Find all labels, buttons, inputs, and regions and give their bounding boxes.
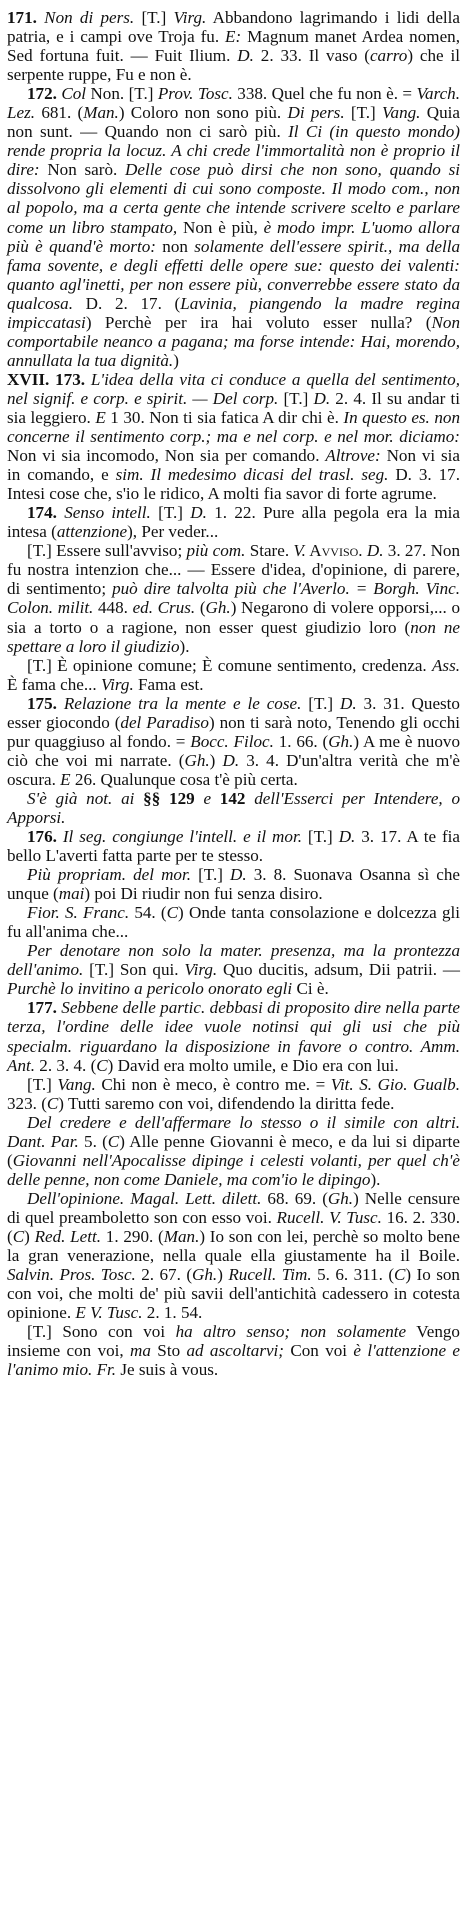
text-segment: Ass.: [431, 655, 460, 675]
dictionary-paragraph: [7, 1113, 460, 1189]
dictionary-paragraph: [7, 84, 460, 370]
text-segment: Avviso.: [305, 541, 367, 561]
text-segment: mai: [58, 884, 85, 904]
text-segment: Sto: [150, 1341, 187, 1361]
text-segment: 142: [211, 788, 255, 808]
text-segment: Stare.: [245, 541, 294, 561]
text-segment: Quo ducitis, adsum, Dii patrii. —: [217, 960, 460, 980]
text-segment: Non. [T.]: [86, 84, 158, 104]
dictionary-paragraph: [7, 1322, 460, 1379]
text-segment: Sebbene delle partic. debbasi di proposito dire nella parte terza, l'ordine delle idee vuole notinsi qui gli usi che più specialm. riguardano la disposizione in favore o contro. Amm. Ant.: [7, 998, 461, 1075]
text-segment: Varch. Lez.: [7, 84, 461, 123]
text-segment: Ci è.: [292, 979, 329, 999]
text-segment: 16. 2. 330. (: [7, 1207, 460, 1246]
text-segment: ) Negarono di volere opporsi,... o sia a torto o a ragione, non esser quest giudizio loro (: [7, 598, 461, 637]
text-segment: Salvin. Pros. Tosc.: [7, 1265, 136, 1285]
text-segment: Con voi: [284, 1341, 354, 1361]
text-segment: 2. 67. (: [135, 1265, 193, 1285]
text-segment: ) non ti sarà noto, Tenendo gli occhi pur quaggiuso al fondo. =: [7, 712, 461, 751]
text-segment: Giovanni nell'Apocalisse dipinge i celesti volanti, per quel ch'è delle penne, non come Daniele, ma com'io le dipingo: [7, 1150, 460, 1189]
text-segment: Vit. S. Gio. Gualb.: [330, 1074, 461, 1094]
text-segment: L'idea della vita ci conduce a quella del sentimento, nel signif. e corp. e spirit. — Del corp.: [7, 369, 460, 408]
text-segment: 54. (: [129, 903, 167, 923]
text-segment: ) A me è nuovo ciò che voi mi narrate. (: [7, 731, 460, 770]
text-segment: [T.]: [191, 865, 230, 885]
text-segment: [T.] È opinione comune; È comune sentimento, credenza.: [27, 655, 432, 675]
text-segment: [T.]: [134, 8, 174, 27]
text-segment: Man.: [163, 1227, 200, 1246]
text-segment: 3. 31. Questo esser giocondo (: [7, 693, 460, 732]
text-segment: Magnum manet Ardea nomen, Sed fortuna fuit. — Fuit Ilium.: [7, 27, 460, 66]
text-segment: Bocc. Filoc.: [190, 731, 274, 751]
text-segment: 176.: [27, 827, 63, 847]
text-segment: 448.: [93, 598, 133, 618]
text-segment: ) che il serpente ruppe, Fu e non è.: [7, 46, 460, 85]
text-segment: D.: [190, 503, 207, 523]
dictionary-paragraph: [7, 1075, 460, 1113]
text-segment: ha altro senso; non solamente: [175, 1322, 407, 1342]
text-segment: Quia non sunt. — Quando non ci sarò più.: [7, 103, 460, 142]
text-segment: C: [107, 1131, 120, 1151]
text-segment: Relazione tra la mente e le cose.: [63, 693, 302, 713]
dictionary-paragraph: [7, 8, 460, 84]
text-segment: Gh.: [328, 731, 354, 751]
text-segment: Virg.: [184, 960, 218, 980]
text-segment: C: [46, 1093, 59, 1113]
text-segment: Il seg. congiunge l'intell. e il mor.: [62, 827, 302, 847]
text-segment: D.: [338, 827, 356, 847]
text-segment: ) Io son con lei, perchè so molto bene la gran venerazione, nella quale ella giustamente ha il Boile.: [7, 1227, 460, 1266]
text-segment: ma: [130, 1341, 151, 1361]
text-segment: [T.] Son qui.: [83, 960, 185, 980]
text-segment: C: [394, 1265, 406, 1285]
text-segment: Altrove:: [325, 446, 381, 466]
text-segment: Non è più,: [177, 217, 264, 237]
text-segment: ): [173, 350, 179, 370]
text-segment: E: [60, 769, 71, 789]
text-segment: 338. Quel che fu non è. =: [232, 84, 417, 104]
text-segment: solamente dell'essere spirit., ma della fama sovente, e degli effetti delle opere sue: questo dei valenti: quanto agl'inetti, per non essere più, converrebbe essere stato da qualcosa.: [7, 236, 460, 313]
text-segment: [T.]: [301, 693, 340, 713]
text-segment: ) Perchè per ira hai voluto esser nulla? (: [85, 312, 432, 332]
text-segment: D.: [340, 693, 357, 713]
text-segment: C: [12, 1227, 25, 1246]
text-segment: In questo es. non concerne il sentimento corp.; ma e nel corp. e nel mor. diciamo:: [7, 407, 460, 447]
dictionary-paragraph: [7, 694, 460, 789]
text-segment: 175.: [27, 693, 64, 713]
text-segment: Chi non è meco, è contro me. =: [95, 1074, 331, 1094]
text-segment: 1 30. Non ti sia fatica A dir chi è.: [105, 407, 344, 427]
text-segment: Man.: [83, 103, 119, 123]
text-segment: [T.]: [301, 827, 339, 847]
text-segment: [T.] Essere sull'avviso;: [27, 541, 187, 561]
dictionary-paragraph: [7, 503, 460, 541]
text-segment: 1. 290. (: [101, 1227, 164, 1246]
dictionary-paragraph: [7, 1189, 460, 1322]
dictionary-paragraph: [7, 370, 460, 503]
text-segment: XVII. 173.: [7, 369, 91, 389]
text-segment: Non comportabile neanco a pagana; ma forse intende: Hai, morendo, annullata la tua dignità.: [7, 312, 460, 370]
text-segment: ) Onde tanta consolazione e dolcezza gli fu all'anima che...: [7, 903, 461, 942]
text-segment: Non vi sia in comando, e: [7, 446, 460, 485]
text-segment: Per denotare non solo la mater. presenza, ma la prontezza dell'animo.: [7, 941, 460, 980]
text-segment: Non di pers.: [44, 8, 135, 27]
text-segment: D.: [313, 388, 331, 408]
text-segment: può dire talvolta più che l'Averlo. = Borgh. Vinc. Colon. milit.: [7, 579, 460, 618]
text-segment: ) Nelle censure di quel preamboletto son con esso voi.: [7, 1188, 461, 1227]
text-segment: Je suis à vous.: [116, 1360, 219, 1380]
text-segment: non ne spettare a loro il giudizio: [7, 617, 460, 656]
dictionary-paragraph: [7, 941, 460, 998]
dictionary-paragraph: [7, 656, 460, 694]
text-segment: 171.: [7, 8, 45, 27]
text-segment: D.: [222, 750, 240, 770]
text-segment: carro: [369, 46, 408, 66]
text-segment: ) Alle penne Giovanni è meco, e da lui si diparte (: [7, 1131, 460, 1170]
text-segment: §§ 129: [134, 788, 204, 808]
dictionary-paragraph: [7, 789, 460, 827]
text-segment: e: [203, 788, 212, 808]
text-segment: È fama che...: [7, 674, 101, 694]
text-segment: C: [166, 903, 179, 923]
text-segment: 172.: [27, 84, 62, 104]
text-segment: 68. 69. (: [261, 1188, 328, 1208]
text-segment: Vengo insieme con voi,: [7, 1322, 460, 1361]
text-segment: D.: [366, 541, 384, 561]
text-segment: Lavinia, piangendo la madre regina impiccatasi: [7, 293, 460, 332]
text-segment: Rucell. V. Tusc.: [276, 1207, 382, 1227]
text-segment: 1. 22. Pure alla pegola era la mia intesa (: [7, 503, 461, 542]
text-segment: Del credere e dell'affermare lo stesso o il simile con altri. Dant. Par.: [7, 1112, 460, 1151]
text-segment: E V. Tusc.: [75, 1303, 143, 1323]
text-segment: (: [195, 598, 206, 618]
text-segment: 5. 6. 311. (: [311, 1265, 395, 1285]
text-segment: 2. 33. Il vaso (: [253, 46, 370, 66]
text-segment: sim. Il medesimo dicasi del trasl. seg.: [115, 465, 389, 485]
text-segment: Fior. S. Franc.: [27, 903, 130, 923]
text-segment: ) Coloro non sono più.: [118, 103, 288, 123]
text-segment: ).: [370, 1169, 381, 1189]
text-segment: Di pers.: [287, 103, 345, 123]
text-segment: 323. (: [7, 1093, 47, 1113]
text-segment: Virg.: [173, 8, 207, 27]
text-segment: [T.]: [150, 503, 191, 523]
text-segment: ): [24, 1227, 35, 1246]
text-segment: [T.]: [344, 103, 382, 123]
text-segment: 3. 8. Suonava Osanna sì che unque (: [7, 865, 460, 904]
dictionary-paragraph: [7, 541, 460, 655]
text-segment: ), Per veder...: [127, 522, 219, 542]
text-segment: Più propriam. del mor.: [27, 865, 191, 885]
text-segment: 2. 1. 54.: [142, 1303, 203, 1323]
text-segment: Purchè lo invitino a pericolo onorato egli: [7, 979, 293, 999]
text-segment: 5. (: [78, 1131, 108, 1151]
text-segment: Il Ci (in questo mondo) rende propria la locuz. A chi crede l'immortalità non è proprio il dire:: [7, 122, 460, 180]
text-segment: 3. 27. Non fu nostra intenzion che... — Essere d'idea, d'opinione, di parere, di sentimento;: [7, 541, 461, 599]
text-segment: 3. 17. A te fia bello L'averti fatta parte per te stesso.: [7, 827, 460, 866]
text-segment: E:: [225, 27, 242, 47]
text-segment: C: [96, 1055, 108, 1075]
text-segment: ) Io son con voi, che molti de' più savii dell'antichità cadessero in cotesta opinione.: [7, 1265, 460, 1323]
text-segment: ed. Crus.: [132, 598, 196, 618]
dictionary-paragraph: [7, 903, 460, 941]
text-segment: 177.: [27, 998, 62, 1018]
text-segment: 174.: [27, 503, 65, 523]
text-segment: Gh.: [192, 1265, 218, 1285]
text-segment: D. 2. 17. (: [73, 293, 181, 313]
text-segment: è modo impr. L'uomo allora più è quand'è morto:: [7, 217, 460, 256]
dictionary-paragraph: [7, 827, 460, 865]
text-segment: S'è già not. ai: [27, 788, 135, 808]
text-segment: ) poi Di riudir non fui senza disiro.: [84, 884, 323, 904]
text-segment: D.: [237, 46, 254, 66]
text-segment: ): [217, 1265, 229, 1285]
text-segment: Vang.: [57, 1074, 96, 1094]
text-segment: ad ascoltarvi;: [186, 1341, 284, 1361]
text-segment: [T.]: [27, 1074, 58, 1094]
text-segment: 2. 3. 4. (: [35, 1055, 97, 1075]
text-segment: [T.] Sono con voi: [27, 1322, 176, 1342]
text-segment: [T.]: [278, 388, 314, 408]
text-segment: ): [209, 750, 223, 770]
dictionary-paragraph: [7, 865, 460, 903]
text-segment: attenzione: [56, 522, 128, 542]
text-segment: 3. 4. D'un'altra verità che m'è oscura.: [7, 750, 460, 789]
text-segment: Fama est.: [133, 674, 204, 694]
text-segment: Senso intell.: [64, 503, 151, 523]
text-segment: D.: [230, 865, 247, 885]
text-segment: Dell'opinione. Magal. Lett. dilett.: [27, 1188, 262, 1208]
text-segment: V.: [293, 541, 306, 561]
text-segment: ) Tutti saremo con voi, difendendo la diritta fede.: [58, 1093, 395, 1113]
text-segment: del Paradiso: [120, 712, 209, 732]
text-segment: 26. Qualunque cosa t'è più certa.: [70, 769, 298, 789]
text-segment: Delle cose può dirsi che non sono, quando si dissolvono gli elementi di cui sono composte. Il modo com., non al popolo, ma a certa gente che intende scrivere scelto e parlare come un libro stampato,: [7, 160, 460, 237]
text-segment: Gh.: [184, 750, 210, 770]
text-segment: 2. 4. Il su andar ti sia leggiero.: [7, 388, 460, 427]
text-segment: Gh.: [327, 1188, 354, 1208]
text-segment: Non vi sia incomodo, Non sia per comando.: [7, 446, 326, 466]
text-segment: Vang.: [382, 103, 421, 123]
text-segment: ).: [179, 636, 190, 656]
dictionary-paragraph: [7, 998, 460, 1074]
text-segment: Virg.: [100, 674, 134, 694]
text-segment: Red. Lett.: [34, 1227, 102, 1246]
text-segment: 681. (: [35, 103, 84, 123]
text-segment: Prov. Tosc.: [157, 84, 233, 104]
text-segment: ) David era molto umile, e Dio era con lui.: [107, 1055, 399, 1075]
text-segment: Gh.: [205, 598, 231, 618]
text-segment: è l'attenzione e l'animo mio. Fr.: [7, 1341, 460, 1380]
text-segment: D. 3. 17. Intesi cose che, s'io le ridico, A molti fia savor di forte agrume.: [7, 465, 460, 504]
text-segment: Abbandono lagrimando i lidi della patria, e i campi ove Troja fu.: [7, 8, 460, 47]
text-segment: Rucell. Tim.: [228, 1265, 312, 1285]
text-segment: E: [95, 407, 106, 427]
text-segment: 1. 66. (: [273, 731, 329, 751]
text-segment: Non sarò.: [39, 160, 126, 180]
text-segment: dell'Esserci per Intendere, o Apporsi.: [7, 788, 461, 827]
text-segment: più com.: [186, 541, 246, 561]
text-segment: Col: [61, 84, 87, 104]
text-segment: non: [155, 236, 195, 256]
